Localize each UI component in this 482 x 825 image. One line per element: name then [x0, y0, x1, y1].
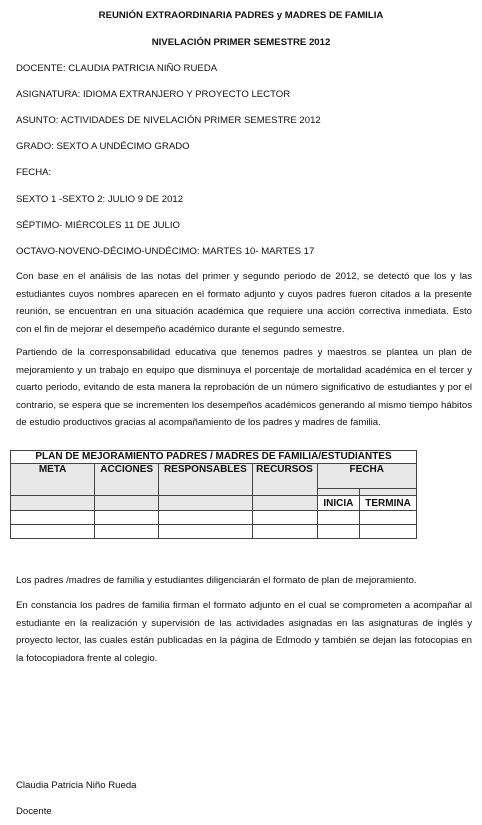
septimo-date-line: SÉPTIMO- MIÉRCOLES 11 DE JULIO [16, 220, 181, 231]
document-title: REUNIÓN EXTRAORDINARIA PADRES y MADRES DE FAMILIA [98, 10, 384, 21]
sexto-date-line: SEXTO 1 -SEXTO 2: JULIO 9 DE 2012 [16, 194, 184, 205]
grado-line: GRADO: SEXTO A UNDÉCIMO GRADO [16, 141, 190, 152]
header-meta: META [11, 464, 95, 496]
paragraph-commitment: En constancia los padres de familia firman el formato adjunto en el cual se comprometen a acompañar al estudiante en la realización y supervisión de las actividades asignadas en las asignaturas de inglés y proyecto lector, las cuales están publicadas en la página de Edmodo y también se dejan las fotocopias en la fotocopiadora frente al colegio. [16, 600, 472, 664]
fecha-line: FECHA: [16, 167, 52, 178]
document-subtitle: NIVELACIÓN PRIMER SEMESTRE 2012 [151, 37, 331, 48]
octavo-date-line: OCTAVO-NOVENO-DÉCIMO-UNDÉCIMO: MARTES 10- MARTES 17 [16, 246, 315, 257]
asignatura-line: ASIGNATURA: IDIOMA EXTRANJERO Y PROYECTO LECTOR [16, 89, 291, 100]
paragraph-instructions: Los padres /madres de familia y estudiantes diligenciarán el formato de plan de mejoramiento. [16, 575, 417, 586]
header-fecha: FECHA [317, 464, 417, 489]
header-recursos: RECURSOS [252, 464, 317, 496]
docente-line: DOCENTE: CLAUDIA PATRICIA NIÑO RUEDA [16, 63, 218, 74]
asunto-line: ASUNTO: ACTIVIDADES DE NIVELACIÓN PRIMER SEMESTRE 2012 [16, 115, 321, 126]
table-row [11, 511, 417, 525]
improvement-plan-table [10, 450, 417, 539]
signature-role: Docente [16, 806, 52, 817]
signature-name: Claudia Patricia Niño Rueda [16, 780, 137, 791]
paragraph-analysis: Con base en el análisis de las notas del primer y segundo periodo de 2012, se detectó que los y las estudiantes cuyos nombres aparecen en el formato adjunto y cuyos padres fueron citados a la presente reunión, se encuentran en una situación académica que requiere una acción correctiva inmediata. Esto con el fin de mejorar el desempeño académico durante el segundo semestre. [16, 271, 472, 335]
table-row [11, 525, 417, 539]
header-termina: TERMINA [360, 496, 417, 511]
header-acciones: ACCIONES [95, 464, 159, 496]
plan-table-title: PLAN DE MEJORAMIENTO PADRES / MADRES DE FAMILIA/ESTUDIANTES [11, 451, 417, 464]
header-responsables: RESPONSABLES [159, 464, 252, 496]
paragraph-plan: Partiendo de la corresponsabilidad educativa que tenemos padres y maestros se plantea un plan de mejoramiento y un trabajo en equipo que disminuya el porcentaje de mortalidad académica en el tercer y cuarto periodo, evitando de esta manera la reprobación de un número significativo de estudiantes y por el contrario, se espera que se incrementen los desempeños académicos generando al mismo tiempo hábitos de estudio productivos gracias al acompañamiento de los padres y madres de familia. [16, 347, 472, 428]
header-inicia: INICIA [317, 496, 360, 511]
